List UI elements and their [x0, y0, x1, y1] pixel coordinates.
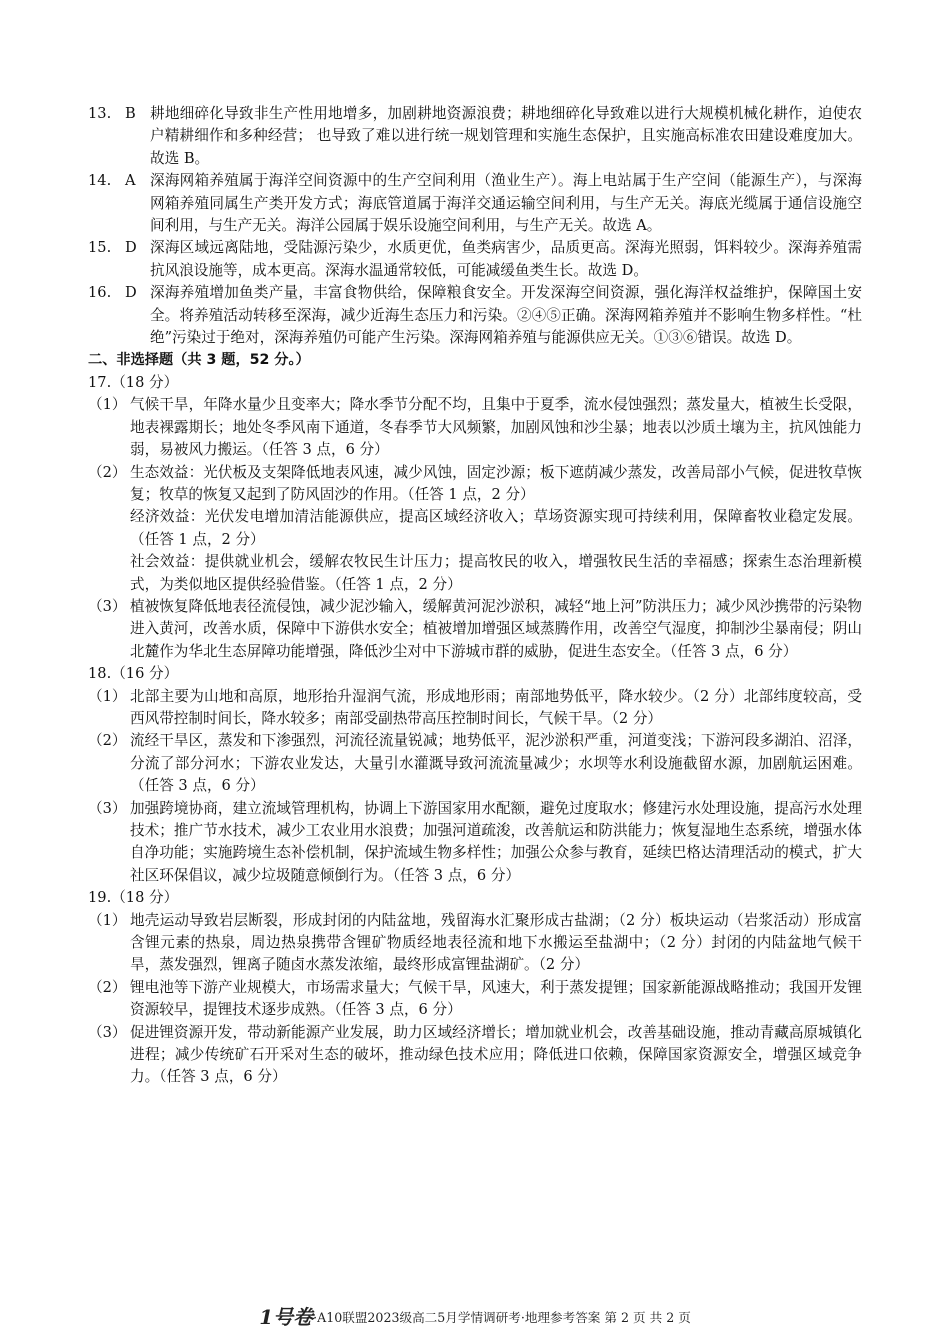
answer-paragraph: 气候干旱，年降水量少且变率大；降水季节分配不均，且集中于夏季，流水侵蚀强烈；蒸发量大，植被生长受限，地表裸露期长；地处冬季风南下通道，冬春季节大风频繁，加剧风蚀和沙尘暴；地表以沙质土壤为主，抗风蚀能力弱，易被风力搬运。（任答 3 点，6 分）: [130, 396, 862, 459]
q19-part-2: [88, 977, 862, 1022]
answer-letter: A: [125, 172, 136, 190]
question-number: 14.: [88, 172, 112, 190]
footer-text: ·A10联盟2023级高二5月学情调研考·地理参考答案 第 2 页 共 2 页: [313, 1310, 691, 1325]
answer-paragraph: 加强跨境协商，建立流域管理机构，协调上下游国家用水配额，避免过度取水；修建污水处理设施，提高污水处理技术；推广节水技术，减少工农业用水浪费；加强河道疏浚，改善航运和防洪能力；恢复湿地生态系统，增强水体自净功能；实施跨境生态补偿机制，保护流域生物多样性；加强公众参与教育，延续巴格达清理活动的模式，扩大社区环保倡议，减少垃圾随意倾倒行为。（任答 3 点，6 分）: [130, 799, 862, 884]
explanation-text: 深海网箱养殖属于海洋空间资源中的生产空间利用（渔业生产）。海上电站属于生产空间（能源生产），与深海网箱养殖同属生产类开发方式；海底管道属于海洋交通运输空间利用，与生产无关。海底光缆属于通信设施空间利用，与生产无关。海洋公园属于娱乐设施空间利用，与生产无关。故选 A。: [150, 172, 862, 235]
part-number: （2）: [88, 463, 127, 481]
part-number: （1）: [88, 687, 127, 705]
q19-part-1: [88, 910, 862, 977]
mc-answer-16: [88, 282, 862, 349]
mc-answer-15: [88, 237, 862, 282]
answer-letter: D: [125, 239, 137, 257]
answer-letter: B: [125, 105, 136, 122]
q17-part-3: [88, 596, 862, 663]
explanation-text: 耕地细碎化导致非生产性用地增多，加剧耕地资源浪费；耕地细碎化导致难以进行大规模机械化耕作，迫使农户精耕细作和多种经营； 也导致了难以进行统一规划管理和实施生态保护，且实施高标准农田建设难度加大。故选 B。: [150, 105, 862, 167]
answer-paragraph: 促进锂资源开发，带动新能源产业发展，助力区域经济增长；增加就业机会，改善基础设施，推动青藏高原城镇化进程；减少传统矿石开采对生态的破坏，推动绿色技术应用；降低进口依赖，保障国家资源安全，增强区域竞争力。（任答 3 点，6 分）: [130, 1023, 862, 1086]
answer-paragraph: 锂电池等下游产业规模大，市场需求量大；气候干旱，风速大，利于蒸发提锂；国家新能源战略推动；我国开发锂资源较早，提锂技术逐步成熟。（任答 3 点，6 分）: [130, 978, 862, 1019]
answer-paragraph: 流经干旱区，蒸发和下渗强烈，河流径流量锐减；地势低平，泥沙淤积严重，河道变浅；下游河段多湖泊、沼泽，分流了部分河水；下游农业发达，大量引水灌溉导致河流流量减少；水坝等水利设施截留水源，加剧航运困难。（任答 3 点，6 分）: [130, 732, 862, 795]
brand-logo: 1号卷: [259, 1305, 314, 1329]
answer-paragraph: 植被恢复降低地表径流侵蚀，减少泥沙输入，缓解黄河泥沙淤积，减轻“地上河”防洪压力；减少风沙携带的污染物进入黄河，改善水质，保障中下游供水安全；植被增加增强区域蒸腾作用，改善空气湿度，抑制沙尘暴南侵；阴山北麓作为华北生态屏障功能增强，降低沙尘对中下游城市群的威胁，促进生态安全。（任答 3 点，6 分）: [130, 597, 862, 660]
explanation-text: 深海养殖增加鱼类产量，丰富食物供给，保障粮食安全。开发深海空间资源，强化海洋权益维护，保障国土安全。将养殖活动转移至深海，减少近海生态压力和污染。②④⑤正确。深海网箱养殖并不影响生物多样性。“杜绝”污染过于绝对，深海养殖仍可能产生污染。深海网箱养殖与能源供应无关。①③⑥错误。故选 D。: [150, 284, 862, 347]
answer-letter: D: [125, 284, 137, 302]
part-number: （1）: [88, 396, 127, 414]
q18-part-3: [88, 798, 862, 888]
question-17-header: 17.（18 分）: [88, 373, 179, 391]
question-number: 15.: [88, 239, 112, 257]
q17-part-2: [88, 462, 862, 596]
question-18-header: 18.（16 分）: [88, 665, 179, 683]
part-number: （1）: [88, 911, 127, 929]
question-number: 16.: [88, 284, 112, 302]
answer-paragraph: 地壳运动导致岩层断裂，形成封闭的内陆盆地，残留海水汇聚形成古盐湖；（2 分）板块运动（岩浆活动）形成富含锂元素的热泉，周边热泉携带含锂矿物质经地表径流和地下水搬运至盐湖中；（2 分）封闭的内陆盆地气候干旱，蒸发强烈，锂离子随卤水蒸发浓缩，最终形成富锂盐湖矿。（2 分）: [130, 911, 862, 974]
mc-answer-13: [88, 103, 862, 170]
part-number: （2）: [88, 732, 127, 750]
section-title: 二、非选择题（共 3 题，52 分。）: [88, 352, 310, 369]
q18-part-1: [88, 686, 862, 731]
part-number: （2）: [88, 978, 127, 996]
question-number: 13.: [88, 105, 112, 122]
answer-paragraph: 生态效益：光伏板及支架降低地表风速，减少风蚀，固定沙源；板下遮荫减少蒸发，改善局部小气候，促进牧草恢复；牧草的恢复又起到了防风固沙的作用。（任答 1 点，2 分）: [130, 463, 862, 503]
page-footer: [0, 1301, 950, 1330]
q17-part-1: [88, 394, 862, 461]
part-number: （3）: [88, 799, 127, 817]
answer-paragraph: 社会效益：提供就业机会，缓解农牧民生计压力；提高牧民的收入，增强牧民生活的幸福感；探索生态治理新模式，为类似地区提供经验借鉴。（任答 1 点，2 分）: [130, 553, 862, 593]
explanation-text: 深海区域远离陆地，受陆源污染少，水质更优，鱼类病害少，品质更高。深海光照弱，饵料较少。深海养殖需抗风浪设施等，成本更高。深海水温通常较低，可能减缓鱼类生长。故选 D。: [150, 239, 862, 279]
part-number: （3）: [88, 1023, 127, 1041]
part-number: （3）: [88, 597, 127, 615]
q19-part-3: [88, 1022, 862, 1089]
answer-paragraph: 北部主要为山地和高原，地形抬升湿润气流，形成地形雨；南部地势低平，降水较少。（2 分）北部纬度较高，受西风带控制时间长，降水较多；南部受副热带高压控制时间长，气候干旱。（2 分）: [130, 687, 862, 727]
answer-paragraph: 经济效益：光伏发电增加清洁能源供应，提高区域经济收入；草场资源实现可持续利用，保障畜牧业稳定发展。（任答 1 点，2 分）: [130, 508, 862, 548]
mc-answer-14: [88, 170, 862, 237]
question-19-header: 19.（18 分）: [88, 889, 179, 907]
answer-content: [88, 103, 862, 1089]
q18-part-2: [88, 730, 862, 797]
